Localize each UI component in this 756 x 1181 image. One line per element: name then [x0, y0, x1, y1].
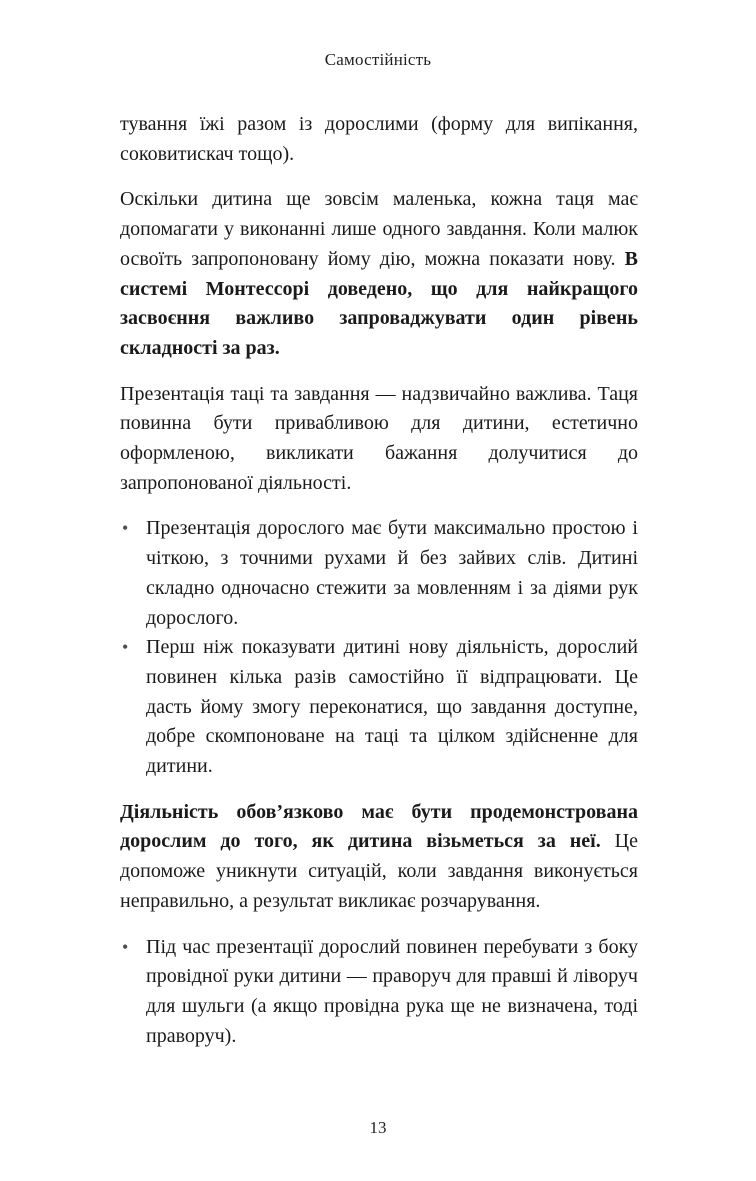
- bullet-icon: •: [122, 518, 129, 539]
- list-item-text: Перш ніж показувати дитині нову діяльність, дорослий повинен кілька разів самостійно її відпрацювати. Це дасть йому змогу переконатися, що завдання доступне, добре скомпоноване на таці та цілком здійсненне для дитини.: [146, 636, 638, 778]
- page-number: 13: [369, 1118, 387, 1137]
- paragraph: Презентація таці та завдання — надзвичайно важлива. Таця повинна бути привабливою для дитини, естетично оформленою, викликати бажання долучитися до запропонованої діяльності.: [120, 382, 638, 494]
- bullet-list: [120, 514, 638, 781]
- paragraph-text-bold: Діяльність обов’язково має бути продемонстрована дорослим до того, як дитина візьметься за неї.: [120, 800, 638, 853]
- paragraph-continuation: тування їжі разом із дорослими (форму для випікання, соковитискач тощо).: [120, 113, 638, 165]
- list-item-text: Презентація дорослого має бути максимально простою і чіткою, з точними рухами й без зайвих слів. Дитині складно одночасно стежити за мовленням і за діями рук дорослого.: [146, 517, 638, 629]
- list-item: [120, 514, 638, 633]
- list-item: [120, 933, 638, 1052]
- paragraph-text: Оскільки дитина ще зовсім маленька, кожна таця має допомагати у виконанні лише одного завдання. Коли малюк освоїть запропоновану йому дію, можна показати нову.: [120, 188, 638, 270]
- paragraph-text: Це допоможе уникнути ситуацій, коли завдання виконується неправильно, а результат викликає розчарування.: [120, 830, 638, 912]
- page-content: [120, 110, 638, 1067]
- running-header: Самостійність: [324, 50, 432, 69]
- bullet-list: [120, 933, 638, 1052]
- list-item: [120, 633, 638, 782]
- bullet-icon: •: [122, 936, 129, 957]
- paragraph: [120, 185, 638, 363]
- paragraph: [120, 798, 638, 917]
- bullet-icon: •: [122, 637, 129, 658]
- list-item-text: Під час презентації дорослий повинен перебувати з боку провідної руки дитини — праворуч для правші й ліворуч для шульги (а якщо провідна рука ще не визначена, тоді праворуч).: [146, 935, 638, 1047]
- paragraph-text-bold: В системі Монтессорі доведено, що для найкращого засвоєння важливо запроваджувати один рівень складності за раз.: [120, 247, 638, 359]
